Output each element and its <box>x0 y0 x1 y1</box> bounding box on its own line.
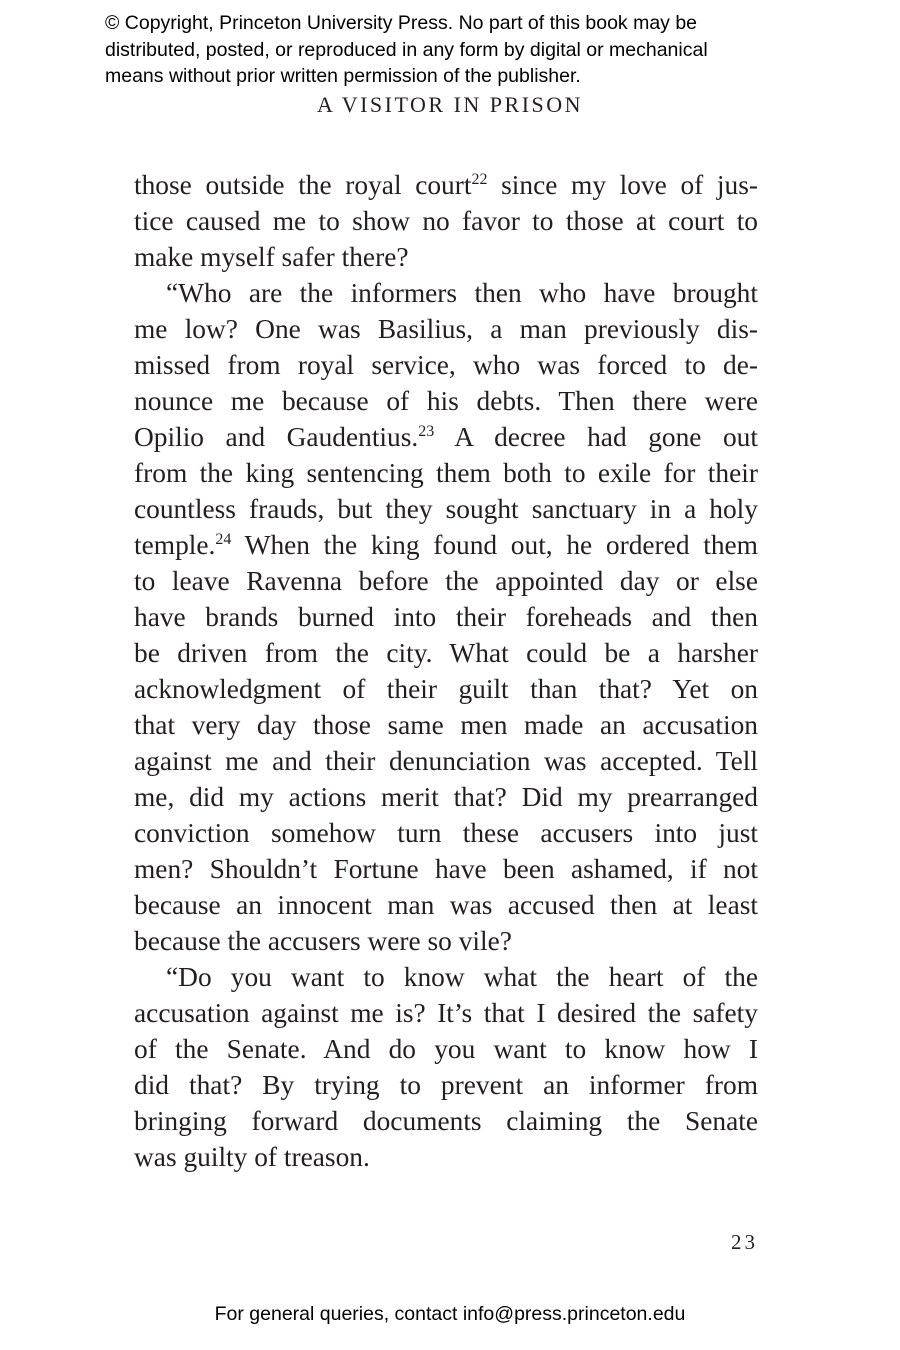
text-line: bringing forward documents claiming the Senate <box>134 1106 758 1136</box>
text-line <box>134 167 758 203</box>
text-line: tice caused me to show no favor to those at court to <box>134 206 758 236</box>
copyright-line: © Copyright, Princeton University Press. No part of this book may be <box>105 12 698 34</box>
text-line: because an innocent man was accused then at least <box>134 890 758 920</box>
text-span: those outside the royal court <box>134 170 472 200</box>
text-line: conviction somehow turn these accusers into just <box>134 818 758 848</box>
paragraph-first-line: “Who are the informers then who have brought <box>166 278 758 308</box>
text-line: that very day those same men made an accusation <box>134 710 758 740</box>
text-span: A decree had gone out <box>434 422 758 452</box>
text-line: because the accusers were so vile? <box>134 926 512 956</box>
text-line: accusation against me is? It’s that I desired the safety <box>134 998 758 1028</box>
text-line: was guilty of treason. <box>134 1142 370 1172</box>
text-line: me low? One was Basilius, a man previously dis- <box>134 314 758 344</box>
copyright-line: means without prior written permission of the publisher. <box>105 65 581 87</box>
text-line: men? Shouldn’t Fortune have been ashamed, if not <box>134 854 758 884</box>
text-line: did that? By trying to prevent an informer from <box>134 1070 758 1100</box>
text-line: make myself safer there? <box>134 242 409 272</box>
footnote-ref-23[interactable]: 23 <box>418 423 435 440</box>
text-line: to leave Ravenna before the appointed day or else <box>134 566 758 596</box>
footnote-ref-24[interactable]: 24 <box>215 531 232 548</box>
text-line: me, did my actions merit that? Did my prearranged <box>134 782 758 812</box>
footnote-ref-22[interactable]: 22 <box>471 171 488 188</box>
text-span: temple. <box>134 530 216 560</box>
copyright-notice <box>105 10 865 90</box>
text-line: acknowledgment of their guilt than that? Yet on <box>134 674 758 704</box>
text-line: of the Senate. And do you want to know how I <box>134 1034 758 1064</box>
body-text <box>134 167 758 1175</box>
copyright-line: distributed, posted, or reproduced in any form by digital or mechanical <box>105 38 708 61</box>
text-span: When the king found out, he ordered them <box>231 530 758 560</box>
page-number: 23 <box>731 1230 758 1254</box>
text-span: Opilio and Gaudentius. <box>134 422 419 452</box>
running-head: A VISITOR IN PRISON <box>316 92 584 117</box>
text-line: countless frauds, but they sought sanctuary in a holy <box>134 494 758 524</box>
paragraph-first-line: “Do you want to know what the heart of the <box>166 962 758 992</box>
text-line: be driven from the city. What could be a harsher <box>134 638 758 668</box>
footer-contact: For general queries, contact info@press.princeton.edu <box>214 1303 686 1325</box>
text-line: from the king sentencing them both to exile for their <box>134 458 758 488</box>
text-line: against me and their denunciation was accepted. Tell <box>134 746 758 776</box>
text-line: missed from royal service, who was forced to de- <box>134 350 758 380</box>
text-span: since my love of jus- <box>487 170 758 200</box>
text-line: nounce me because of his debts. Then there were <box>134 386 758 416</box>
text-line <box>134 527 758 563</box>
text-line: have brands burned into their foreheads and then <box>134 602 758 632</box>
text-line <box>134 419 758 455</box>
